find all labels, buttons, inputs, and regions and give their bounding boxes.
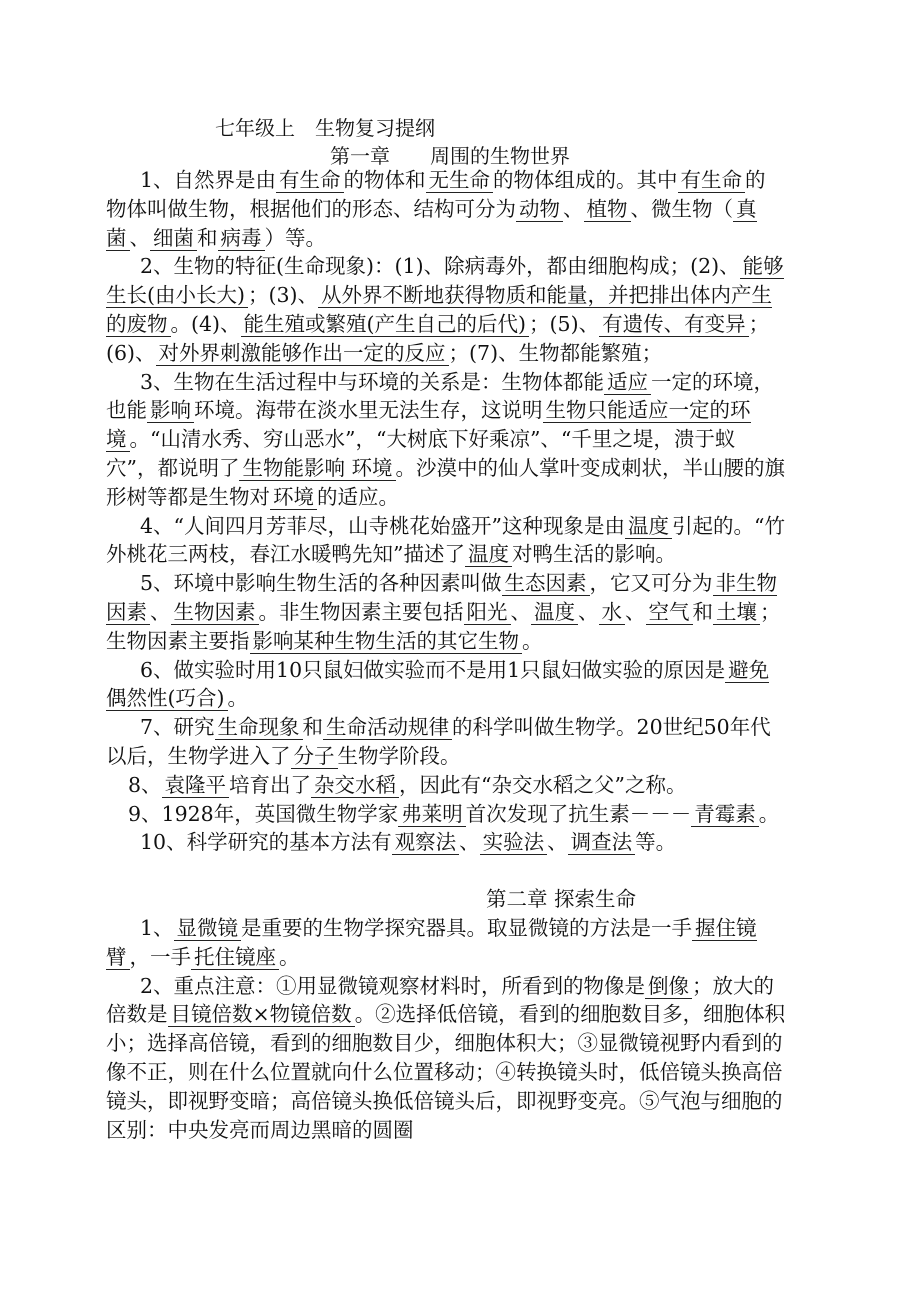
text-segment: 、 <box>547 830 568 855</box>
text-segment: 的物体和 <box>343 168 426 192</box>
text-segment: 。 <box>758 801 780 826</box>
chapter-2-paragraph-2 <box>106 972 786 1145</box>
text-segment: 和 <box>302 715 324 740</box>
answer-blank: 阳光 <box>464 600 511 625</box>
answer-blank: 生命活动规律 <box>323 715 452 740</box>
answer-blank: 有遗传、有变异 <box>599 312 749 337</box>
text-segment: 培育出了 <box>229 772 312 797</box>
answer-blank: 观察法 <box>392 830 460 855</box>
text-segment: 。 <box>279 944 300 969</box>
text-segment: 2、重点注意：①用显微镜观察材料时，所看到的物像是 <box>140 973 646 998</box>
answer-blank: 袁隆平 <box>162 773 230 798</box>
text-segment: 和 <box>197 225 218 250</box>
text-segment: 。 <box>522 628 543 653</box>
text-segment: 。非生物因素主要包括 <box>258 599 464 624</box>
text-segment: 、 <box>150 599 171 624</box>
answer-blank: 温度 <box>465 542 512 567</box>
text-segment: 10、科学研究的基本方法有 <box>140 830 392 855</box>
text-segment: ；生物因素主要指 <box>106 599 781 653</box>
text-segment: 和 <box>692 599 713 624</box>
answer-blank: 显微镜 <box>174 916 242 941</box>
text-segment: 首次发现了抗生素－－－ <box>465 801 692 826</box>
text-segment: 对鸭生活的影响。 <box>511 542 676 567</box>
text-segment: 6、做实验时用10只鼠妇做实验而不是用1只鼠妇做实验的原因是 <box>140 657 726 682</box>
text-segment: 、 <box>510 599 531 624</box>
text-segment: 9、1928年，英国微生物学家 <box>128 801 399 826</box>
answer-blank: 动物 <box>516 197 563 222</box>
paragraph-2 <box>106 252 786 367</box>
answer-blank: 温度 <box>531 600 578 625</box>
text-segment: 。(4)、 <box>170 311 241 336</box>
text-segment: 2、生物的特征(生命现象)：(1)、除病毒外，都由细胞构成；(2)、 <box>140 254 740 279</box>
answer-blank: 目镜倍数×物镜倍数 <box>168 1002 355 1027</box>
text-segment: 。“山清水秀、穷山恶水”，“大树底下好乘凉”、“千里之堤，溃于蚁穴”，都说明了 <box>106 427 736 480</box>
text-segment: 引起的。“竹外桃花三两枝，春江水暖鸭先知”描述了 <box>106 513 785 567</box>
answer-blank: 分子 <box>291 744 338 769</box>
text-segment: 8、 <box>128 772 162 797</box>
answer-blank: 能够生长(由小长大) <box>106 254 784 308</box>
text-segment: ，一手 <box>129 944 191 969</box>
answer-blank: 实验法 <box>480 830 548 855</box>
answer-blank: 杂交水稻 <box>311 773 399 798</box>
answer-blank: 生命现象 <box>215 715 303 740</box>
answer-blank: 非生物因素 <box>106 571 778 624</box>
paragraph-7 <box>106 713 786 771</box>
answer-blank: 握住镜臂 <box>106 915 757 969</box>
text-segment: 等。 <box>635 830 677 855</box>
answer-blank: 土壤 <box>713 600 760 625</box>
chapter-2-paragraph-1 <box>106 914 786 972</box>
text-segment: ）等。 <box>264 225 326 250</box>
text-segment: 环境。海带在淡水里无法生存，这说明 <box>194 398 543 423</box>
answer-blank: 倒像 <box>645 974 692 999</box>
text-segment: 、 <box>578 599 599 624</box>
answer-blank: 弗莱明 <box>398 802 466 827</box>
text-segment: 7、研究 <box>140 715 215 740</box>
answer-blank: 调查法 <box>568 830 636 855</box>
answer-blank: 真菌 <box>106 196 757 250</box>
text-segment: 、 <box>563 196 584 221</box>
answer-blank: 能生殖或繁殖(产生自己的后代) <box>241 312 530 337</box>
chapter-2-heading: 第二章 探索生命 <box>485 887 637 912</box>
page-title: 七年级上 生物复习提纲 <box>215 116 435 140</box>
answer-blank: 青霉素 <box>691 802 759 827</box>
text-segment: ，因此有“杂交水稻之父”之称。 <box>399 772 687 797</box>
paragraph-1 <box>106 166 786 252</box>
text-segment: 。②选择低倍镜，看到的细胞数目多，细胞体积小；选择高倍镜，看到的细胞数目少，细胞体积大；③显微镜视野内看到的像不正，则在什么位置就向什么位置移动；④转换镜头时，低倍镜头换高倍镜头，即视野变暗；高倍镜头换低倍镜头后，即视野变亮。⑤气泡与细胞的区别：中央发亮而周边黑暗的圆圈 <box>106 1002 786 1142</box>
answer-blank: 无生命 <box>426 168 494 193</box>
answer-blank: 适应 <box>604 370 651 395</box>
text-segment: 一定的环境，也能 <box>106 369 775 423</box>
paragraph-10 <box>106 828 786 857</box>
answer-blank: 对外界刺激能够作出一定的反应 <box>156 341 449 366</box>
text-segment: 的物体组成的。其中 <box>493 168 678 192</box>
text-segment: 的物体叫做生物，根据他们的形态、结构可分为 <box>106 168 766 221</box>
text-segment: ；(7)、生物都能繁殖； <box>448 340 663 365</box>
paragraph-9 <box>106 800 786 829</box>
answer-blank: 生态因素 <box>502 571 590 596</box>
text-segment: 。 <box>227 686 248 711</box>
answer-blank: 避免偶然性(巧合) <box>106 657 770 711</box>
text-segment: 、微生物（ <box>630 196 733 221</box>
text-segment: 是重要的生物学探究器具。取显微镜的方法是一手 <box>241 915 693 940</box>
text-segment: 、 <box>129 225 150 250</box>
answer-blank: 有生命 <box>276 168 344 193</box>
text-segment: ，它又可分为 <box>589 571 713 596</box>
text-segment: ；(3)、 <box>248 283 319 308</box>
answer-blank: 影响 <box>147 398 194 423</box>
text-segment: 、 <box>625 599 646 624</box>
answer-blank: 细菌 <box>150 226 197 251</box>
text-segment: 、 <box>459 830 480 855</box>
answer-blank: 有生命 <box>678 168 746 193</box>
answer-blank: 从外界不断地获得物质和能量，并把排出体内产生的废物 <box>106 283 773 336</box>
paragraph-5 <box>106 569 786 655</box>
text-segment: ；(5)、 <box>529 311 600 336</box>
answer-blank: 生物能影响 环境 <box>239 456 395 481</box>
answer-blank: 生物因素 <box>171 600 259 625</box>
answer-blank: 环境 <box>270 485 317 510</box>
text-segment: 3、生物在生活过程中与环境的关系是：生物体都能 <box>140 369 605 394</box>
answer-blank: 温度 <box>625 514 672 539</box>
text-segment: 的科学叫做生物学。20世纪50年代以后，生物学进入了 <box>106 715 771 768</box>
text-segment: 。沙漠中的仙人掌叶变成刺状，半山腰的旗形树等都是生物对 <box>106 455 786 509</box>
text-segment: 的适应。 <box>317 484 399 509</box>
answer-blank: 生物只能适应一定的环境 <box>106 398 751 452</box>
chapter-1-heading: 第一章 周围的生物世界 <box>330 144 570 168</box>
text-segment: 1、 <box>140 915 174 940</box>
text-segment: 5、环境中影响生物生活的各种因素叫做 <box>140 571 502 596</box>
answer-blank: 水 <box>599 600 626 625</box>
paragraph-8 <box>106 771 786 800</box>
spacer <box>106 857 786 885</box>
text-segment: 4、“人间四月芳菲尽，山寺桃花始盛开”这种现象是由 <box>140 513 626 538</box>
text-segment: 1、自然界是由 <box>140 168 277 192</box>
paragraph-4 <box>106 512 786 570</box>
paragraph-3 <box>106 368 786 512</box>
answer-blank: 影响某种生物生活的其它生物 <box>250 629 523 654</box>
text-segment: ；(6)、 <box>106 311 770 365</box>
answer-blank: 托住镜座 <box>191 945 279 970</box>
text-segment: 生物学阶段。 <box>337 743 461 768</box>
answer-blank: 病毒 <box>218 226 265 251</box>
document-body <box>106 166 786 1144</box>
text-segment: ；放大的倍数是 <box>106 973 775 1027</box>
paragraph-6 <box>106 656 786 714</box>
answer-blank: 植物 <box>584 197 631 222</box>
answer-blank: 空气 <box>646 600 693 625</box>
